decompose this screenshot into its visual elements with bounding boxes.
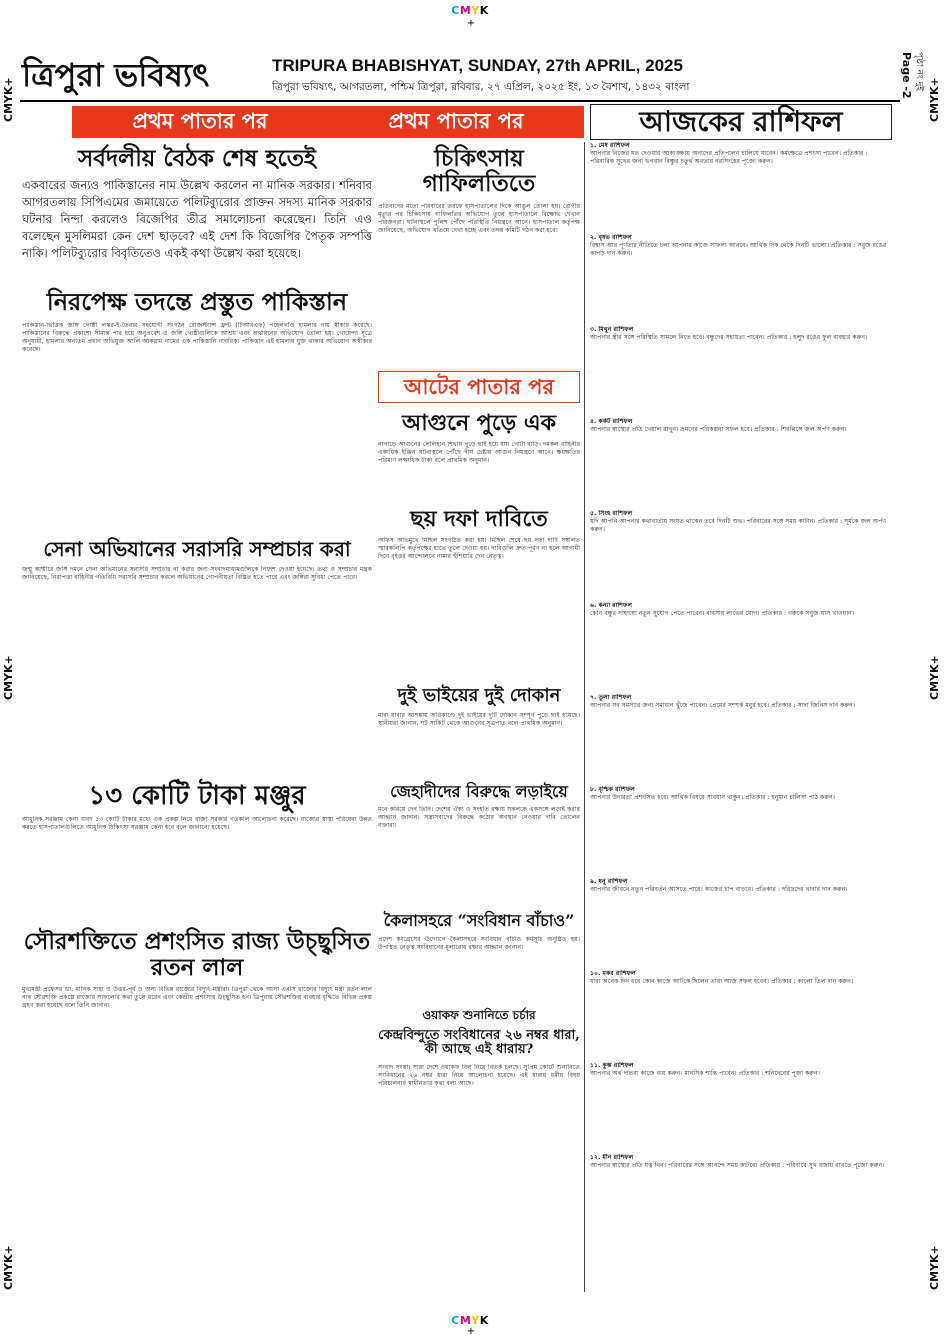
headline-all-party-meeting: সর্বদলীয় বৈঠক শেষ হতেই — [77, 145, 317, 172]
headline-negligence: চিকিৎসায় গাফিলতিতে — [422, 145, 536, 198]
headline-six-demands: ছয় দফা দাবিতে — [410, 505, 548, 532]
cmyk-mark-top: CMYK — [451, 4, 489, 17]
article-two-shops: মারা যাবার আশঙ্কায় অগ্নিকাণ্ডে দুই ভাইয়ের দুটি দোকান সম্পূর্ণ পুড়ে ছাই হয়েছে। স্থানীয়রা জানান, শর্ট সার্কিট থেকে আগুনের সূত্রপাত বলে প্রাথমিক অনুমান। — [378, 711, 580, 727]
rashifal-item — [590, 510, 890, 598]
rashifal-text: আপনার উদারতা প্রশংসিত হবে। আর্থিক বিষয়ে সাবধান থাকুন। প্রতিকার : হনুমান চালিসা পাঠ করুন। — [590, 794, 836, 801]
rashifal-text: আপনার স্বাস্থ্যের প্রতি খেয়াল রাখুন। ভ্রমণের পরিকল্পনা সফল হবে। প্রতিকার : শিবলিঙ্গে জল অর্পণ করুন। — [590, 426, 847, 433]
rashifal-item — [590, 142, 890, 230]
cmyk-side-left-mid: CMYK+ — [2, 655, 15, 700]
headline-jehadi: জেহাদীদের বিরুদ্ধে লড়াইয়ে — [390, 781, 568, 801]
headline-fire: আগুনে পুড়ে এক — [401, 409, 557, 436]
continued-from-page-8: আটের পাতার পর — [378, 371, 580, 403]
column-1 — [22, 142, 372, 1292]
cmyk-side-left-top: CMYK+ — [2, 77, 15, 122]
rashifal-item — [590, 1062, 890, 1150]
headline-pakistan-probe: নিরপেক্ষ তদন্তে প্রস্তুত পাকিস্তান — [46, 287, 348, 317]
rashifal-sign-label: ৫. সিংহ রাশিফল — [590, 510, 633, 517]
headline-two-shops: দুই ভাইয়ের দুই দোকান — [397, 684, 561, 706]
headline-solar: সৌরশক্তিতে প্রশংসিত রাজ্য উচ্ছ্বসিত রতন লাল — [23, 928, 371, 981]
article-six-demands: অফিস অভিমুখে মিছিল সংগঠিত করা হয়। মিছিল শেষে ছয় দফা দাবি সম্বলিত স্মারকলিপি কর্তৃপক্ষের হাতে তুলে দেওয়া হয়। দাবিগুলি দ্রুত পূরণ না হলে আগামী দিনে বৃহত্তর আন্দোলনে নামার হুঁশিয়ারি দেন নেতৃত্ব। — [378, 536, 580, 560]
banner-left: প্রথম পাতার পর — [132, 107, 268, 133]
headline-kailashahar: কৈলাসহরে “সংবিধান বাঁচাও” — [383, 911, 575, 931]
article-jehadi: মনে করিয়ে দেন তিনি। দেশের ঐক্য ও সংহতি রক্ষায় সকলকে একসঙ্গে লড়াই করার আহ্বান জানান। সন্ত্রাসবাদের বিরুদ্ধে কঠোর অবস্থান নেওয়ার দাবি তোলেন বক্তারা। — [378, 806, 580, 830]
rashifal-text: কোন বন্ধুর সাহায্যে নতুন সুযোগ পেতে পারেন। ব্যবসায় লাভের যোগ। প্রতিকার : গরুকে সবুজ ঘাস খাওয়ান। — [590, 610, 855, 617]
rashifal-text: আপনার স্বাস্থ্যের প্রতি যত্ন নিন। পরিবারের সঙ্গে আনন্দে সময় কাটবে। প্রতিকার : পরিবারে সুখ বজায় রাখতে পূজো করুন। — [590, 1162, 885, 1169]
article-pakistan-probe: পাকিস্তান-ভিত্তিক জঙ্গি গোষ্ঠী লস্কর-ই-তৈবার সহযোগী সংগঠন রেজিস্ট্যান্স ফ্রন্ট (টিআরএফ) পহেলগাঁও হামলার দায় স্বীকার করেছে। পাকিস্তানের বিরুদ্ধে প্রকাশ্যে সীমান্ত পার হয়ে অনুপ্রবেশ ও জঙ্গি গোষ্ঠীগুলিকে আশ্রয় এবং অর্থায়নের অভিযোগ তোলা হয়। গোয়েন্দা সূত্রে অনুযায়ী, হামলার অন্যতম প্রধান অভিযুক্ত আলি আকরাম নামের এক পাকিস্তানি নাগরিক। পাকিস্তান এই হামলায় যুক্ত থাকার অভিযোগ অস্বীকার করেছে। — [22, 321, 372, 353]
banner-right: প্রথম পাতার পর — [388, 107, 524, 133]
headline-army-broadcast: সেনা অভিযানের সরাসরি সম্প্রচার করা — [43, 536, 351, 561]
rashifal-sign-label: ৯. ধনু রাশিফল — [590, 878, 628, 885]
rashifal-sign-label: ৬. কন্যা রাশিফল — [590, 602, 633, 609]
rashifal-text: যারা অনেক দিন ধরে কোন কাজে আটকে ছিলেন তারা আজ সফল হবেন। প্রতিকার : কালো তিল দান করুন। — [590, 978, 854, 985]
lead-article: একবারের জন্যও পাকিস্তানের নাম উল্লেখ করলেন না মানিক সরকার। শনিবার আগরতলায় সিপিএমের জমায়েতে পলিটব্যুরোর প্রাক্তন সদস্য মানিক সরকার ঘটনার নিন্দা করলেও বিজেপির তীব্র সমালোচনা করেছেন। তিনি এও বলেছেন মুসলিমরা কেন দেশ ছাড়বে? এই দেশ কি বিজেপির পৈতৃক সম্পত্তি নাকি। পলিটব্যুরোর বিবৃতিতেও একই কথা উল্লেখ করা হয়েছে। — [22, 178, 372, 261]
rashifal-sign-label: ১১. কুম্ভ রাশিফল — [590, 1062, 634, 1069]
column-divider — [584, 142, 585, 1292]
article-solar: মুখ্যমন্ত্রী প্রফেসর ডা. মানিক সাহা ও উত্তর-পূর্ব ও অন্য বিভিন্ন রাজ্যের বিদ্যুৎ মন্ত্রীরা। ত্রিপুরা থেকে আসা এনসি রাজ্যের বিদ্যুৎ মন্ত্রী রতন লাল নাথ সৌরশক্তি প্রকল্পে রাজ্যের সাফল্যের কথা তুলে ধরেন এবং কেন্দ্রীয় প্রশংসায় উচ্ছ্বসিত হন। ত্রিপুরায় সৌরশক্তির ব্যবহার বৃদ্ধিতে বিভিন্ন প্রকল্প গ্রহণ করা হয়েছে বলে তিনি জানান। — [22, 985, 372, 1009]
rashifal-text: আপনার নিজের মত দেওয়ার আকাঙ্ক্ষায় অন্যদের প্রতিপালন চালিয়ে যাবেন। কর্মক্ষেত্রে প্রশংসা পাবেন। প্রতিকার : পরিবারিক সুখের জন্য ভগবান বিষ্ণুর চতুর্থ অবতার নরসিংহের পূজো করুন। — [590, 150, 868, 165]
page-number-bn: পৃষ্ঠা নং দুই — [914, 52, 924, 91]
rashifal-sign-label: ৮. বৃশ্চিক রাশিফল — [590, 786, 635, 793]
article-army-broadcast: জম্মু কাশ্মীরে জঙ্গি দমনে সেনা অভিযানের সরাসরি সম্প্রচার না করার জন্য সংবাদমাধ্যমগুলিকে নির্দেশ দেওয়া হয়েছে। তথ্য ও সম্প্রচার মন্ত্রক জানিয়েছে, নিরাপত্তা বাহিনীর গতিবিধি সরাসরি সম্প্রচার করলে অভিযানের গোপনীয়তা বিঘ্নিত হতে পারে এবং জঙ্গিরা সুবিধা পেতে পারে। — [22, 565, 372, 581]
article-article-26: সংবাদ সংস্থা। সারা দেশে ওয়াকফ বিল নিয়ে বিতর্ক চলছে। সুপ্রিম কোর্টে শুনানিতে সংবিধানের ২৬ নম্বর ধারা নিয়ে আলোচনা হয়েছে। এই ধারায় ধর্মীয় বিষয় পরিচালনার স্বাধীনতার কথা বলা আছে। — [378, 1063, 580, 1087]
article-fire: নাগাড়ে আগুনের লেলিহান শিখায় পুড়ে ছাই হয়ে যায় গোটা বাড়ি। দমকল বাহিনীর একাধিক ইঞ্জিন ঘটনাস্থলে পৌঁছে দীর্ঘ চেষ্টায় আগুন নিয়ন্ত্রণে আনে। ক্ষয়ক্ষতির পরিমাণ লক্ষাধিক টাকা বলে প্রাথমিক অনুমান। — [378, 440, 580, 464]
rashifal-sign-label: ৩. মিথুন রাশিফল — [590, 326, 634, 333]
rashifal-item — [590, 418, 890, 506]
rashifal-item — [590, 1154, 890, 1242]
registration-mark-bottom: + — [466, 1326, 476, 1337]
cmyk-mark-bottom: CMYK — [451, 1314, 489, 1327]
masthead-subtitle: ত্রিপুরা ভবিষ্যৎ, আগরতলা, পশ্চিম ত্রিপুরা, রবিবার, ২৭ এপ্রিল, ২০২৫ ইং, ১৩ বৈশাখ, ১৪৩২ বাংলা — [272, 81, 690, 93]
rashifal-sign-label: ৪. কর্কট রাশিফল — [590, 418, 633, 425]
rashifal-heading: আজকের রাশিফল — [590, 104, 892, 140]
article-negligence: প্রতিবাদের মতো পরিবারের তরফে হাসপাতালের দিকে আঙুল তোলা হয়। রোগীর মৃত্যুর পর চিকিৎসায় গাফিলতির অভিযোগ তুলে হাসপাতালে বিক্ষোভ দেখান পরিজনরা। ঘটনাস্থলে পুলিশ পৌঁছে পরিস্থিতি নিয়ন্ত্রণে আনে। হাসপাতাল কর্তৃপক্ষ জানিয়েছে, অভিযোগ খতিয়ে দেখা হচ্ছে এবং তদন্ত কমিটি গঠন করা হবে। — [378, 202, 580, 234]
headline-article-26: কেন্দ্রবিন্দুতে সংবিধানের ২৬ নম্বর ধারা, কী আছে এই ধারায়? — [378, 1027, 580, 1058]
page-number: Page -2 — [900, 52, 913, 99]
rashifal-text: আপনার অর্থ দাতব্য কাজে ব্যয় করুন। মানসিক শান্তি পাবেন। প্রতিকার : শনিদেবের পূজা করুন। — [590, 1070, 820, 1077]
article-kailashahar: প্রদেশ কংগ্রেসের উদ্যোগে কৈলাসহরে সংবিধান বাঁচাও কর্মসূচি অনুষ্ঠিত হয়। উপস্থিত নেতৃত্ব সংবিধানের মূল্যবোধ রক্ষার আহ্বান জানান। — [378, 935, 580, 951]
rashifal-text: আপনার স্ত্রীর সঙ্গে পরিস্থিতি সামলে নিতে হবে। বন্ধুদের সহায়তা পাবেন। প্রতিকার : হলুদ রঙের ফুল ব্যবহার করুন। — [590, 334, 868, 341]
rashifal-column — [590, 142, 890, 1292]
rashifal-sign-label: ১. মেষ রাশিফল — [590, 142, 630, 149]
rashifal-text: যদি আপনি আপনার কথাবার্তায় সংযত থাকেন তবে দিনটি শুভ। পরিবারের সঙ্গে সময় কাটান। প্রতিকার : সূর্যকে জল অর্পণ করুন। — [590, 518, 887, 533]
article-13-crore: আধুনিক সরঞ্জাম কেনা বাবদ ১৩ কোটি টাকার মধ্যে এক প্রকল্প নিয়ে রাজ্য সরকার গতকাল আলোচনা করেছে। রাজ্যের স্বাস্থ্য পরিষেবা উন্নত করতে হাসপাতালগুলিতে আধুনিক চিকিৎসা সরঞ্জাম কেনা হবে বলে জানানো হয়েছে। — [22, 816, 372, 832]
rashifal-item — [590, 694, 890, 782]
continued-banner — [72, 106, 584, 138]
headline-13-crore: ১৩ কোটি টাকা মঞ্জুর — [88, 780, 306, 811]
rashifal-text: বিশ্বাস আর পূর্ণতার নীতিতে চলা আপনার কাজে সাফল্য আনবে। আর্থিক দিক থেকে দিনটি ভালো। প্রতিকার : সবুজ রঙের কাপড় দান করুন। — [590, 242, 887, 257]
rashifal-sign-label: ১২. মীন রাশিফল — [590, 1154, 634, 1161]
rashifal-sign-label: ২. বৃষভ রাশিফল — [590, 234, 632, 241]
rashifal-item — [590, 326, 890, 414]
cmyk-side-right-mid: CMYK+ — [928, 655, 941, 700]
masthead-logo: ত্রিপুরা ভবিষ্যৎ — [22, 56, 210, 94]
subhead-waqf: ওয়াকফ শুনানিতে চর্চার — [422, 1007, 536, 1022]
rashifal-sign-label: ১০. মকর রাশিফল — [590, 970, 636, 977]
registration-mark-top: + — [466, 18, 476, 29]
cmyk-side-right-top: CMYK+ — [928, 77, 941, 122]
rashifal-text: আপনার জীবনে নতুন পরিবর্তন আসতে পারে। কাজের চাপ বাড়বে। প্রতিকার : দরিদ্রদের খাবার দান করুন। — [590, 886, 848, 893]
cmyk-side-left-bottom: CMYK+ — [2, 1245, 15, 1290]
rashifal-text: আপনার সব সমস্যার জন্য সমাধান খুঁজে পাবেন। প্রেমের সম্পর্ক মধুর হবে। প্রতিকার : সাদা জিনিস দান করুন। — [590, 702, 856, 709]
cmyk-side-right-bottom: CMYK+ — [928, 1245, 941, 1290]
masthead-title: TRIPURA BHABISHYAT, SUNDAY, 27th APRIL, 2025 — [272, 56, 683, 75]
rashifal-item — [590, 970, 890, 1058]
column-2 — [378, 142, 580, 1292]
rashifal-item — [590, 602, 890, 690]
rashifal-sign-label: ৭. তুলা রাশিফল — [590, 694, 632, 701]
rashifal-item — [590, 234, 890, 322]
masthead-rule — [20, 100, 900, 102]
rashifal-item — [590, 786, 890, 874]
rashifal-item — [590, 878, 890, 966]
